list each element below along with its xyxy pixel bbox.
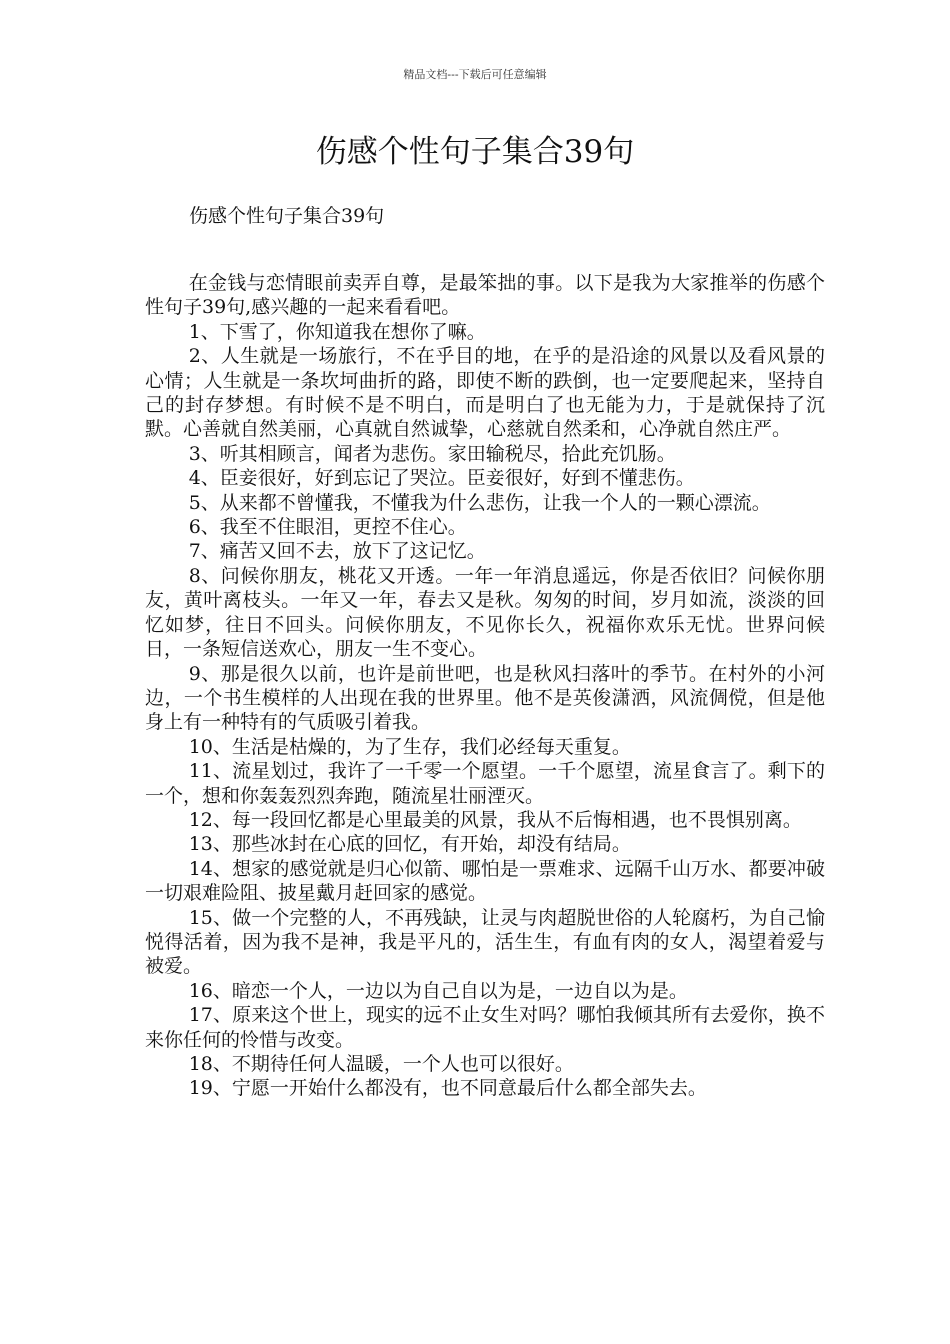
list-item: 3、听其相顾言，闻者为悲伤。家田输税尽，拾此充饥肠。: [188, 442, 676, 465]
list-item: 8、问候你朋友，桃花又开透。一年一年消息遥远，你是否依旧？问候你朋友，黄叶离枝头。一年又一年，春去又是秋。匆匆的时间，岁月如流，淡淡的回忆如梦，往日不回头。问候你朋友，不见你长久，祝福你欢乐无忧。世界问候日，一条短信送欢心，朋友一生不变心。: [145, 564, 825, 661]
list-item: 15、做一个完整的人，不再残缺，让灵与肉超脱世俗的人轮腐朽，为自己愉悦得活着，因为我不是神，我是平凡的，活生生，有血有肉的女人，渴望着爱与被爱。: [145, 906, 825, 978]
list-item: 18、不期待任何人温暖，一个人也可以很好。: [188, 1053, 574, 1075]
list-item: 12、每一段回忆都是心里最美的风景，我从不后悔相遇，也不畏惧别离。: [188, 808, 802, 831]
list-item: 14、想家的感觉就是归心似箭、哪怕是一票难求、远隔千山万水、都要冲破一切艰难险阻、披星戴月赶回家的感觉。: [145, 857, 825, 905]
list-item: 2、人生就是一场旅行，不在乎目的地，在乎的是沿途的风景以及看风景的心情；人生就是一条坎坷曲折的路，即使不断的跌倒，也一定要爬起来，坚持自己的封存梦想。有时候不是不明白，而是明白了也无能为力，于是就保持了沉默。心善就自然美丽，心真就自然诚挚，心慈就自然柔和，心净就自然庄严。: [145, 345, 825, 441]
list-item: 19、宁愿一开始什么都没有，也不同意最后什么都全部失去。: [188, 1077, 707, 1100]
list-item: 11、流星划过，我许了一千零一个愿望。一千个愿望，流星食言了。剩下的一个，想和你轰轰烈烈奔跑，随流星壮丽湮灭。: [145, 760, 825, 807]
list-item: 6、我至不住眼泪，更控不住心。: [188, 516, 467, 539]
intro-paragraph: 在金钱与恋情眼前卖弄自尊，是最笨拙的事。以下是我为大家推举的伤感个性句子39句,感兴趣的一起来看看吧。: [145, 272, 825, 319]
list-item: 5、从来都不曾懂我，不懂我为什么悲伤，让我一个人的一颗心漂流。: [188, 491, 771, 514]
list-item: 17、原来这个世上，现实的远不止女生对吗？哪怕我倾其所有去爱你，换不来你任何的怜惜与改变。: [145, 1004, 825, 1051]
list-item: 1、下雪了，你知道我在想你了嘛。: [188, 320, 486, 343]
document-title: 伤感个性句子集合39句: [315, 134, 635, 170]
document-subtitle: 伤感个性句子集合39句: [189, 205, 385, 227]
list-item: 4、臣妾很好，好到忘记了哭泣。臣妾很好，好到不懂悲伤。: [188, 467, 695, 490]
list-item: 13、那些冰封在心底的回忆，有开始，却没有结局。: [188, 833, 631, 856]
list-item: 16、暗恋一个人，一边以为自己自以为是，一边自以为是。: [188, 979, 688, 1002]
list-item: 10、生活是枯燥的，为了生存，我们必经每天重复。: [188, 735, 631, 758]
header-note: 精品文档---下载后可任意编辑: [403, 68, 547, 81]
body-text: [145, 271, 825, 1101]
list-item: 9、那是很久以前，也许是前世吧，也是秋风扫落叶的季节。在村外的小河边，一个书生模样的人出现在我的世界里。他不是英俊潇洒，风流倜傥，但是他身上有一种特有的气质吸引着我。: [145, 662, 825, 734]
list-item: 7、痛苦又回不去，放下了这记忆。: [188, 540, 486, 563]
